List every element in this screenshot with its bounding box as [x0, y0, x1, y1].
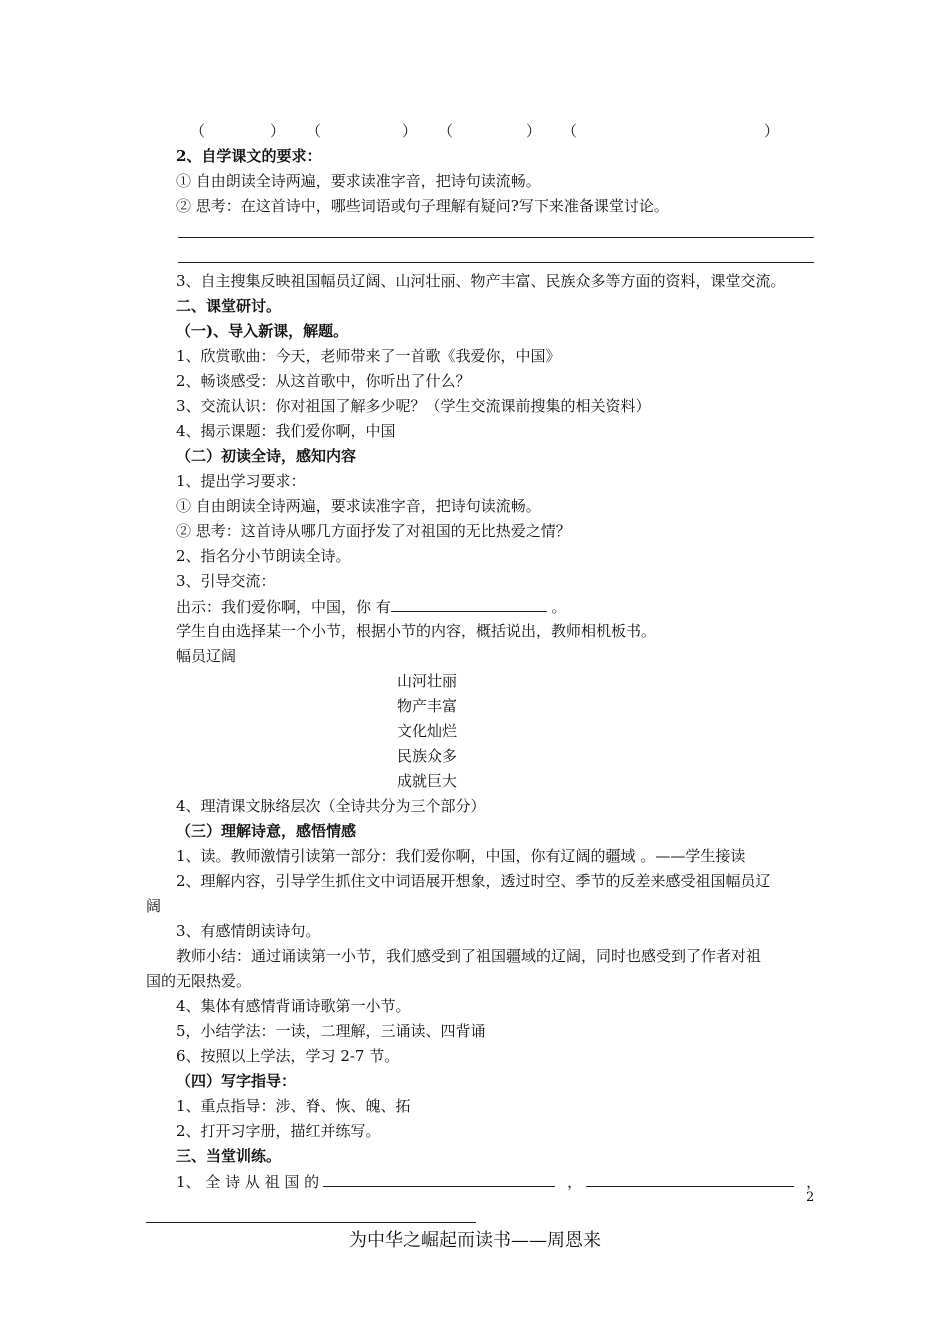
blank-paren-open: （	[562, 122, 578, 140]
text-line: ② 思考：这首诗从哪几方面抒发了对祖国的无比热爱之情？	[176, 522, 571, 540]
blank-paren-close: ）	[526, 122, 542, 140]
text-line: 2、指名分小节朗读全诗。	[176, 547, 351, 565]
text-line: 3、自主搜集反映祖国幅员辽阔、山河壮丽、物产丰富、民族众多等方面的资料，课堂交流。	[176, 272, 786, 290]
text-line: 教师小结：通过诵读第一小节，我们感受到了祖国疆域的辽阔，同时也感受到了作者对祖	[176, 947, 762, 965]
board-word: 幅员辽阔	[176, 647, 237, 665]
answer-line	[178, 262, 814, 263]
text-line: 2、打开习字册，描红并练写。	[176, 1122, 381, 1140]
text-line: 阔	[146, 897, 162, 915]
blank-paren-close: ）	[402, 122, 418, 140]
text-line: ① 自由朗读全诗两遍，要求读准字音，把诗句读流畅。	[176, 172, 541, 190]
text-line: 3、有感情朗读诗句。	[176, 922, 321, 940]
text-line: 1、提出学习要求：	[176, 472, 306, 490]
footer-quote: 为中华之崛起而读书——周恩来	[349, 1230, 601, 1251]
fill-blank	[391, 596, 547, 612]
text-line: 国的无限热爱。	[146, 972, 252, 990]
blank-paren-open: （	[438, 122, 454, 140]
fill-blank	[586, 1171, 794, 1187]
text-line	[176, 596, 567, 617]
answer-line	[178, 237, 814, 238]
text-line: ② 思考：在这首诗中，哪些词语或句子理解有疑问?写下来准备课堂讨论。	[176, 197, 669, 215]
fill-blank	[323, 1171, 555, 1187]
text-line: 6、按照以上学法，学习 2-7 节。	[176, 1047, 400, 1065]
board-word: 文化灿烂	[397, 722, 458, 740]
text-fragment: 1、 全 诗 从 祖 国 的	[176, 1173, 320, 1191]
text-line: 1、欣赏歌曲：今天，老师带来了一首歌《我爱你，中国》	[176, 347, 561, 365]
text-line: 2、理解内容，引导学生抓住文中词语展开想象，透过时空、季节的反差来感受祖国幅员辽	[176, 872, 771, 890]
text-fragment: ，	[567, 1173, 583, 1191]
text-fragment: ，	[806, 1173, 822, 1191]
text-line: 2、畅谈感受：从这首歌中，你听出了什么？	[176, 372, 471, 390]
board-word: 民族众多	[397, 747, 458, 765]
board-word: 山河壮丽	[397, 672, 458, 690]
text-line: 3、交流认识：你对祖国了解多少呢？（学生交流课前搜集的相关资料）	[176, 397, 651, 415]
text-line: 4、理清课文脉络层次（全诗共分为三个部分）	[176, 797, 486, 815]
subsection-heading: （二）初读全诗，感知内容	[176, 447, 357, 465]
text-line: 学生自由选择某一个小节，根据小节的内容，概括说出，教师相机板书。	[176, 622, 657, 640]
text-line: 5，小结学法：一读，二理解，三诵读、四背诵	[176, 1022, 486, 1040]
text-line: 4、集体有感情背诵诗歌第一小节。	[176, 997, 411, 1015]
footer-divider	[146, 1222, 476, 1223]
board-word: 成就巨大	[397, 772, 458, 790]
page-number: 2	[806, 1190, 815, 1205]
text-line: 4、揭示课题：我们爱你啊，中国	[176, 422, 396, 440]
subsection-heading: （四）写字指导：	[176, 1072, 297, 1090]
text-fragment: 。	[546, 598, 567, 616]
text-line: ① 自由朗读全诗两遍，要求读准字音，把诗句读流畅。	[176, 497, 541, 515]
section-heading: 二、课堂研讨。	[176, 297, 282, 315]
board-word: 物产丰富	[397, 697, 458, 715]
subsection-heading: 2、自学课文的要求：	[176, 147, 322, 165]
section-heading: 三、当堂训练。	[176, 1147, 282, 1165]
blank-paren-open: （	[306, 122, 322, 140]
text-line: 1、读。教师激情引读第一部分：我们爱你啊，中国，你有辽阔的疆域 。——学生接读	[176, 847, 746, 865]
text-line	[176, 1171, 821, 1192]
blank-paren-close: ）	[270, 122, 286, 140]
text-fragment: 出示：我们爱你啊，中国，你 有	[176, 598, 391, 616]
subsection-heading: （一)、导入新课，解题。	[176, 322, 349, 340]
blank-paren-close: ）	[764, 122, 780, 140]
blank-paren-open: （	[190, 122, 206, 140]
text-line: 1、重点指导：涉、脊、恢、魄、拓	[176, 1097, 411, 1115]
text-line: 3、引导交流：	[176, 572, 276, 590]
subsection-heading: （三）理解诗意，感悟情感	[176, 822, 357, 840]
